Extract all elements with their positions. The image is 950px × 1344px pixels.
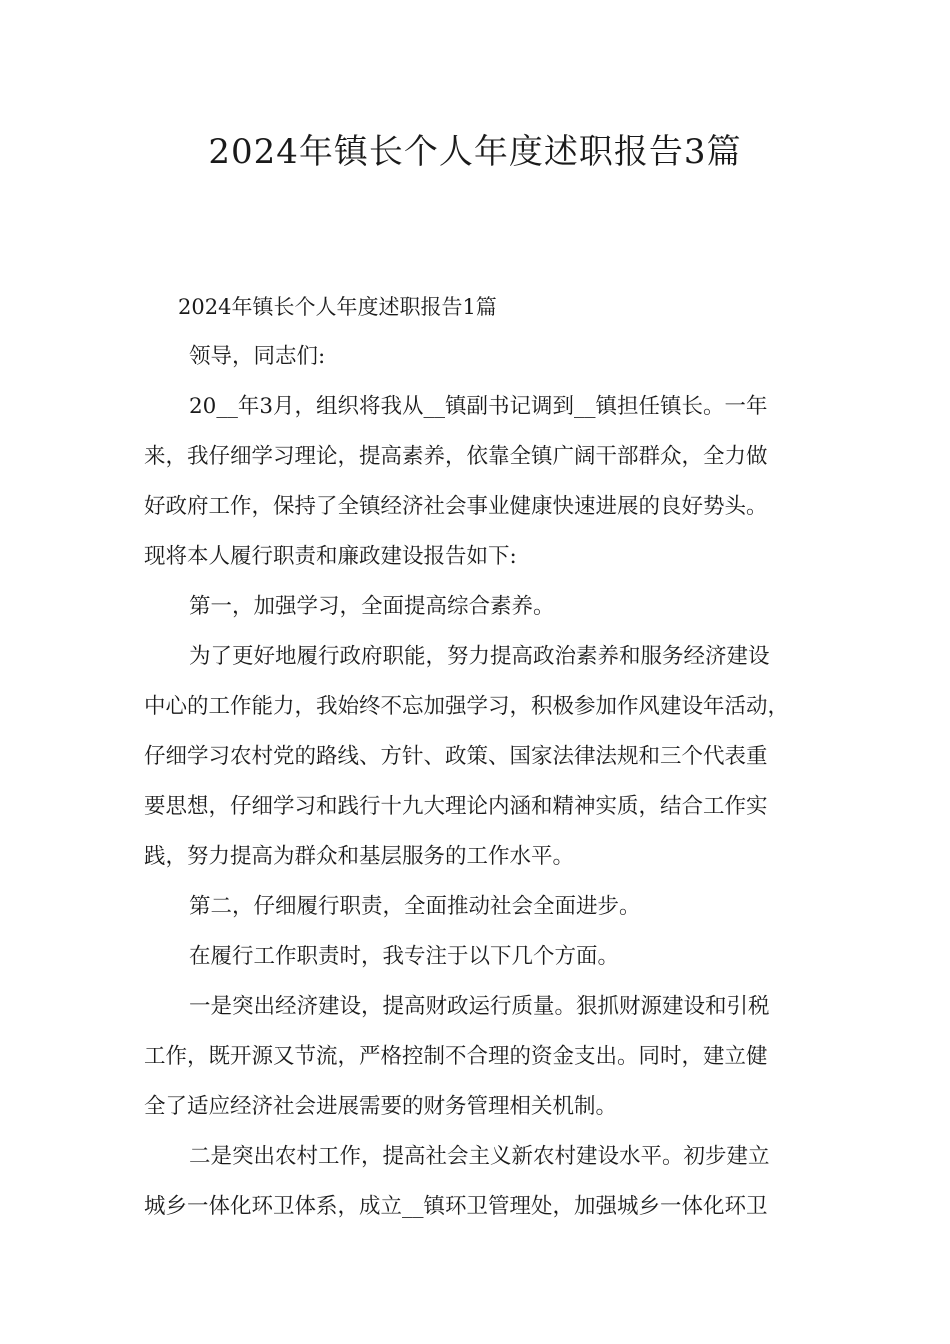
- text-line: 中心的工作能力，我始终不忘加强学习，积极参加作风建设年活动，: [144, 694, 790, 719]
- paragraph-greeting: [144, 332, 824, 382]
- section-heading-second: [144, 882, 824, 932]
- text-line: 全了适应经济社会进展需要的财务管理相关机制。: [144, 1094, 618, 1119]
- text-line: 现将本人履行职责和廉政建设报告如下:: [144, 544, 517, 569]
- text-line: 领导，同志们:: [189, 344, 326, 369]
- text-line: 工作，既开源又节流，严格控制不合理的资金支出。同时，建立健: [144, 1044, 768, 1069]
- text-line: 践，努力提高为群众和基层服务的工作水平。: [144, 844, 575, 869]
- text-line: 为了更好地履行政府职能，努力提高政治素养和服务经济建设: [189, 644, 770, 669]
- text-line: 好政府工作，保持了全镇经济社会事业健康快速进展的良好势头。: [144, 494, 768, 519]
- text-line: 要思想，仔细学习和践行十九大理论内涵和精神实质，结合工作实: [144, 794, 768, 819]
- text-line: 第二，仔细履行职责，全面推动社会全面进步。: [189, 894, 641, 919]
- text-line: 一是突出经济建设，提高财政运行质量。狠抓财源建设和引税: [189, 994, 770, 1019]
- text-line: 来，我仔细学习理论，提高素养，依靠全镇广阔干部群众，全力做: [144, 444, 768, 469]
- document-title: 2024年镇长个人年度述职报告3篇: [208, 132, 742, 172]
- paragraph-rural: [144, 1132, 824, 1232]
- text-line: 二是突出农村工作，提高社会主义新农村建设水平。初步建立: [189, 1144, 770, 1169]
- paragraph-economy: [144, 982, 824, 1132]
- paragraph-intro: [144, 382, 824, 582]
- text-line: 城乡一体化环卫体系，成立__镇环卫管理处，加强城乡一体化环卫: [144, 1194, 768, 1219]
- section-heading-first: [144, 582, 824, 632]
- text-line: 仔细学习农村党的路线、方针、政策、国家法律法规和三个代表重: [144, 744, 768, 769]
- paragraph-study: [144, 632, 824, 882]
- text-line: 第一，加强学习，全面提高综合素养。: [189, 594, 555, 619]
- document-body: [144, 282, 824, 1232]
- text-line: 在履行工作职责时，我专注于以下几个方面。: [189, 944, 620, 969]
- paragraph-duties: [144, 932, 824, 982]
- report-subtitle: 2024年镇长个人年度述职报告1篇: [178, 295, 497, 319]
- text-line: 20__年3月，组织将我从__镇副书记调到__镇担任镇长。一年: [189, 394, 768, 419]
